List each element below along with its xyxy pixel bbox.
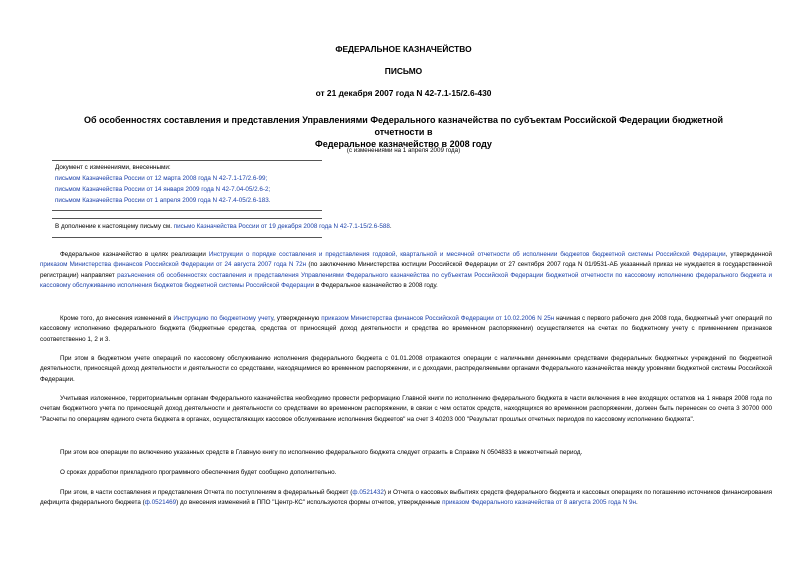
amendment-link-2[interactable]: письмом Казначейства России от 14 января 2009 года N 42-7.04-05/2.6-2;: [55, 186, 271, 193]
instruction-link[interactable]: Инструкции о порядке составления и представления годовой, квартальной и месячной отчетности об исполнении бюджетов бюджетной системы Российской Федерации: [208, 251, 726, 258]
text: в Федеральное казначейство в 2008 году.: [314, 282, 438, 290]
budget-accounting-instruction-link[interactable]: Инструкцию по бюджетному учету: [173, 315, 274, 322]
doc-type: ПИСЬМО: [384, 66, 423, 76]
addendum-link[interactable]: письмо Казначейства России от 19 декабря 2008 года N 42-7.1-15/2.6-588: [173, 223, 390, 230]
divider: [52, 160, 322, 161]
paragraph-5: При этом все операции по включению указанных средств в Главную книгу по исполнению федерального бюджета следует отразить в Справке N 0504833 в межотчетный период.: [60, 449, 583, 456]
amendment-link-1[interactable]: письмом Казначейства России от 12 марта 2008 года N 42-7.1-17/2.6-99;: [55, 175, 268, 182]
addendum-prefix: В дополнение к настоящему письму см.: [55, 223, 174, 230]
order-25n-link[interactable]: приказом Министерства финансов Российской Федерации от 10.02.2006 N 25н: [321, 315, 555, 322]
paragraph-3: При этом в бюджетном учете операций по кассовому обслуживанию исполнения федерального бюджета с 01.01.2008 отражаются операции с наличными денежными средствами федеральных бюджетных учреждений по бюджетной деятельности, приносящей доход деятельности и деятельности со средствами, находящимися во временном распоряжении, и с доходами, распределяемыми органами Федерального казначейства между уровнями бюджетной системы Российской Федерации.: [40, 355, 772, 383]
doc-date-number: от 21 декабря 2007 года N 42-7.1-15/2.6-430: [315, 88, 492, 98]
addendum-suffix: .: [389, 223, 392, 230]
divider: [52, 210, 322, 211]
text: Федеральное казначейство в целях реализации: [60, 251, 209, 258]
text: начиная с первого рабочего дня 2008 года, бюджетный учет операций по кассовому исполнению федерального бюджета (бюджетные средства, средства от приносящей доход деятельности и средства во временном распоряжении) осуществляется на счетах по бюджетному учету с применением признаков соответственно 1, 2 и 3.: [40, 315, 772, 343]
text: ) и Отчета о кассовых выбытиях средств федерального бюджета и кассовых операциях по погашению источников финансирования дефицита федерального бюджета (: [40, 489, 772, 507]
paragraph-7: [40, 488, 772, 509]
form-0521432-link[interactable]: ф.0521432: [352, 489, 384, 496]
addendum-note: [55, 221, 392, 232]
text: При этом, в части составления и представления Отчета по поступлениям в федеральный бюджет (: [60, 489, 353, 496]
doc-title-line-1: Об особенностях составления и представления Управлениями Федерального казначейства по субъектам Российской Федерации бюджетной отчетности в: [84, 115, 723, 137]
form-0521469-link[interactable]: ф.0521469: [144, 499, 177, 507]
changes-note: (с изменениями на 1 апреля 2009 года): [346, 147, 461, 154]
text: , утвержденной: [725, 251, 772, 258]
divider: [52, 218, 322, 219]
org-name: ФЕДЕРАЛЬНОЕ КАЗНАЧЕЙСТВО: [335, 44, 472, 54]
divider: [52, 237, 322, 238]
text: Кроме того, до внесения изменений в: [60, 315, 174, 322]
amendment-link-3[interactable]: письмом Казначейства России от 1 апреля 2009 года N 42-7.4-05/2.6-183.: [55, 197, 271, 204]
order-72n-link[interactable]: приказом Министерства финансов Российской Федерации от 24 августа 2007 года N 72н: [40, 261, 307, 269]
paragraph-6: О сроках доработки прикладного программного обеспечения будет сообщено дополнительно.: [60, 469, 337, 476]
paragraph-2: [40, 314, 772, 345]
text: ) до внесения изменений в ППО "Центр-КС" используются формы отчетов, утвержденные: [176, 499, 443, 507]
paragraph-1: [40, 250, 772, 292]
paragraph-4: Учитывая изложенное, территориальным органам Федерального казначейства необходимо провести реформацию Главной книги по исполнению федерального бюджета в части включения в нее входящих остатков на 1 января 2008 года по счетам бюджетного учета по приносящей доход деятельности и деятельности со средствами во временном распоряжении, в связи с чем остаток средств, находящихся во временном распоряжении, должен быть перенесен со счета 3 30700 000 "Расчеты по операциям единого счета бюджета в органах, осуществляющих кассовое обслуживание исполнения бюджетов" на счет 3 40203 000 "Результат прошлых отчетных периодов по кассовому исполнению бюджета".: [40, 395, 772, 423]
clarifications-link[interactable]: разъяснения об особенностях составления и представления Управлениями Федерального казначейства по субъектам Российской Федерации бюджетной отчетности по кассовому исполнению федерального бюджета и кассовому обслуживанию исполнения бюджетов бюджетной системы Российской Федерации: [40, 271, 772, 290]
doc-title-line-2: Федеральное казначейство в 2008 году: [315, 139, 492, 149]
amendments-block: [55, 162, 271, 206]
order-9n-link[interactable]: приказом Федерального казначейства от 8 августа 2005 года N 9н: [442, 499, 636, 507]
doc-title: [60, 114, 747, 150]
amendments-intro: Документ с изменениями, внесенными:: [55, 164, 171, 171]
text: (по заключению Министерства юстиции Российской Федерации от 27 сентября 2007 года N 01/9531-АБ указанный приказ не нуждается в государственной регистрации) направляет: [40, 261, 773, 279]
text: , утвержденную: [273, 315, 322, 322]
text: .: [635, 499, 638, 507]
